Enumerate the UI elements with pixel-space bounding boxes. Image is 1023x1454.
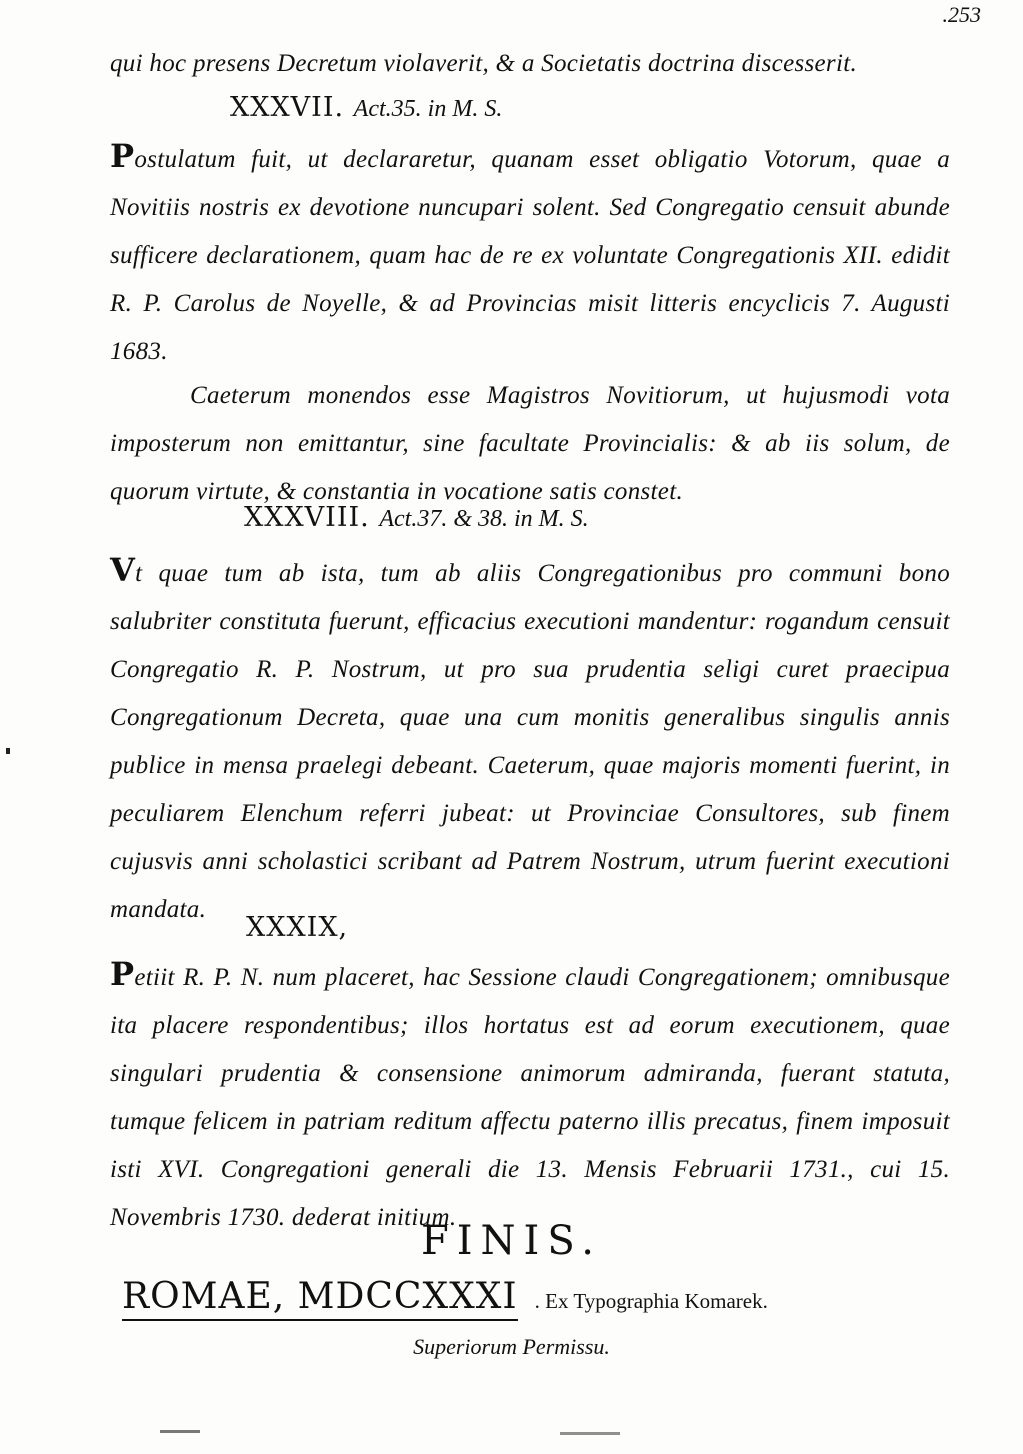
scan-edge-mark [160, 1430, 200, 1433]
drop-capital: P [110, 137, 135, 175]
scan-edge-mark [560, 1432, 620, 1435]
imprint-line [122, 1276, 768, 1317]
section-38-paragraph [110, 546, 950, 934]
paragraph-text: ostulatum fuit, ut declararetur, quanam esset obligatio Votorum, quae a Novitiis nostris ex devotione nuncupari solent. Sed Congregatio censuit abunde sufficere declarationem, quam hac de re ex voluntate Congregationis XII. edidit R. P. Carolus de Noyelle, & ad Provincias misit litteris encyclicis 7. Augusti 1683. [110, 146, 950, 365]
section-37-paragraph-1 [110, 132, 950, 376]
finis-heading: FINIS. [420, 1218, 603, 1264]
section-numeral: XXXIX, [246, 912, 349, 943]
paragraph-text: t quae tum ab ista, tum ab aliis Congregationibus pro communi bono salubriter constituta fuerunt, efficacius executioni mandentur: rogandum censuit Congregatio R. P. Nostrum, ut pro sua prudentia seligi curet praecipua Congregationum Decreta, quae una cum monitis generalibus singulis annis publice in mensa praelegi debeant. Caeterum, quae majoris momenti fuerint, in peculiarem Elenchum referri jubeat: ut Provinciae Consultores, sub finem cujusvis anni scholastici scribant ad Patrem Nostrum, utrum fuerint executioni mandata. [110, 560, 950, 923]
paragraph-text: Caeterum monendos esse Magistros Novitiorum, ut hujusmodi vota imposterum non emittantur, sine facultate Provincialis: & ab iis solum, de quorum virtute, & constantia in vocatione satis constet. [110, 382, 950, 505]
section-heading-38 [244, 502, 589, 533]
imprint-city-date: ROMAE, MDCCXXXI [122, 1276, 518, 1321]
section-39-paragraph [110, 950, 950, 1242]
section-37-paragraph-2 [110, 372, 950, 516]
section-heading-37 [230, 92, 502, 123]
section-numeral: XXXVII. [230, 92, 345, 123]
page-number: .253 [942, 2, 981, 27]
drop-capital: V [110, 551, 136, 589]
section-reference: Act.37. & 38. in M. S. [379, 506, 589, 532]
opening-line: qui hoc presens Decretum violaverit, & a Societatis doctrina discesserit. [110, 50, 857, 77]
drop-capital: P [110, 955, 135, 993]
section-numeral: XXXVIII. [244, 502, 370, 533]
paragraph-text: etiit R. P. N. num placeret, hac Sessione claudi Congregationem; omnibusque ita placere respondentibus; illos hortatus est ad eorum executionem, quae singulari prudentia & consensione animorum admiranda, fuerant statuta, tumque felicem in patriam reditum affectu paterno illis precatus, finem imposuit isti XVI. Congregationi generali die 13. Mensis Februarii 1731., cui 15. Novembris 1730. dederat initium. [110, 964, 950, 1231]
imprint-press: . Ex Typographia Komarek. [534, 1289, 768, 1313]
section-heading-39 [246, 912, 348, 943]
permissu-line: Superiorum Permissu. [413, 1334, 610, 1359]
section-reference: Act.35. in M. S. [353, 96, 503, 122]
margin-ink-mark [6, 748, 10, 754]
